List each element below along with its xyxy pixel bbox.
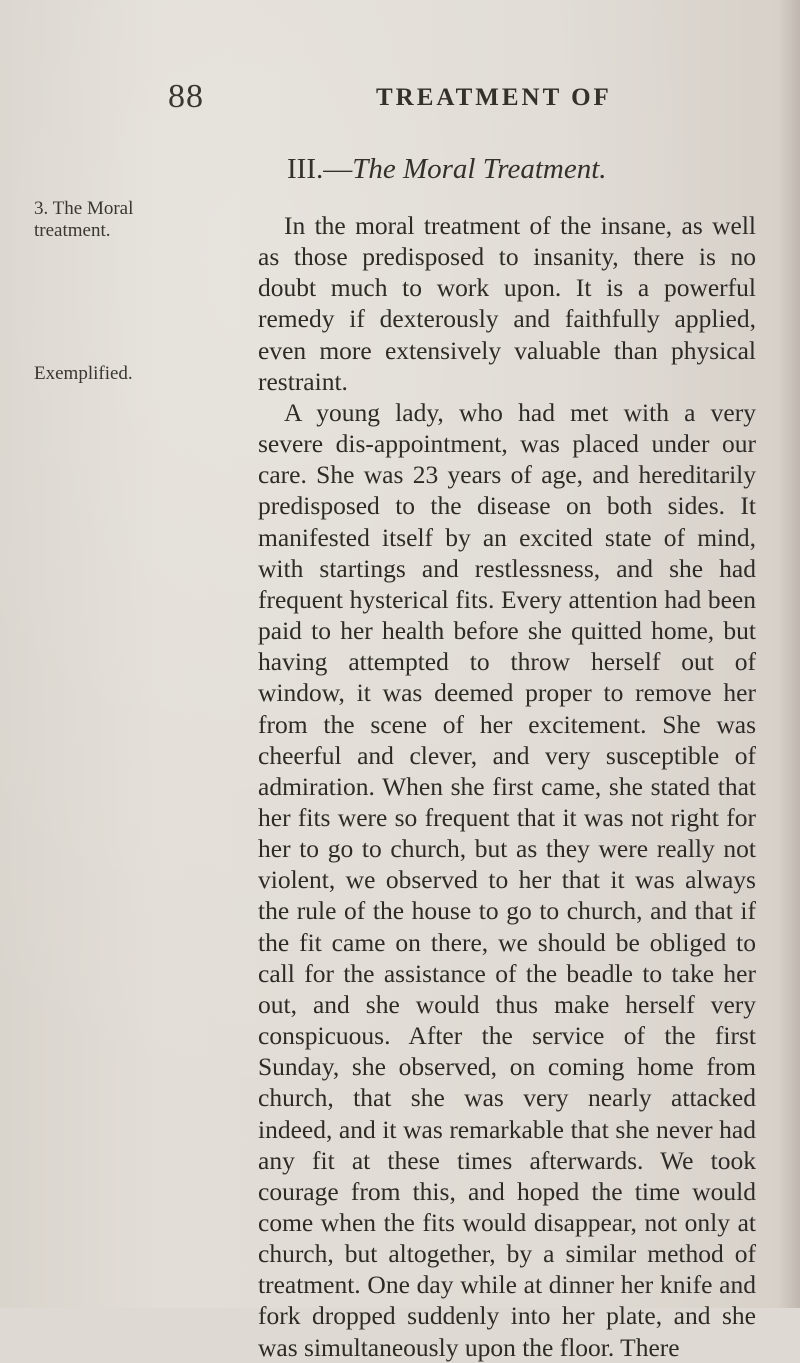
margin-note-moral-treatment: [34, 198, 133, 242]
margin-note-line: treatment.: [34, 220, 111, 241]
page-edge-shadow: [778, 0, 800, 1308]
margin-note-line: 3. The Moral: [34, 198, 134, 219]
section-heading: [287, 153, 607, 186]
page-number: 88: [168, 78, 204, 115]
margin-note-line: Exemplified.: [34, 363, 133, 384]
running-head: TREATMENT OF: [376, 84, 612, 111]
section-number: III.—: [287, 153, 353, 185]
paragraph-2: A young lady, who had met with a very severe dis-appointment, was placed under our care. She was 23 years of age, and hereditarily predisposed to the disease on both sides. It manifested itself by an excited state of mind, with startings and restlessness, and she had frequent hysterical fits. Every attention had been paid to her health before she quitted home, but having attempted to throw herself out of window, it was deemed proper to remove her from the scene of her excitement. She was cheerful and clever, and very susceptible of admiration. When she first came, she stated that her fits were so frequent that it was not right for her to go to church, but as they were really not violent, we observed to her that it was always the rule of the house to go to church, and that if the fit came on there, we should be obliged to call for the assistance of the beadle to take her out, and she would thus make herself very conspicuous. After the service of the first Sunday, she observed, on coming home from church, that she was very nearly attacked indeed, and it was remarkable that she never had any fit at these times afterwards. We took courage from this, and hoped the time would come when the fits would disappear, not only at church, but altogether, by a similar method of treatment. One day while at dinner her knife and fork dropped suddenly into her plate, and she was simultaneously upon the floor. There: [258, 397, 756, 1362]
margin-note-exemplified: [34, 363, 133, 385]
section-title: The Moral Treatment.: [352, 153, 607, 185]
body-text: [258, 210, 756, 1363]
paragraph-1: In the moral treatment of the insane, as well as those predisposed to insanity, there is no doubt much to work upon. It is a powerful remedy if dexterously and faithfully applied, even more extensively valuable than physical restraint.: [258, 211, 756, 396]
page-header: [0, 78, 800, 118]
